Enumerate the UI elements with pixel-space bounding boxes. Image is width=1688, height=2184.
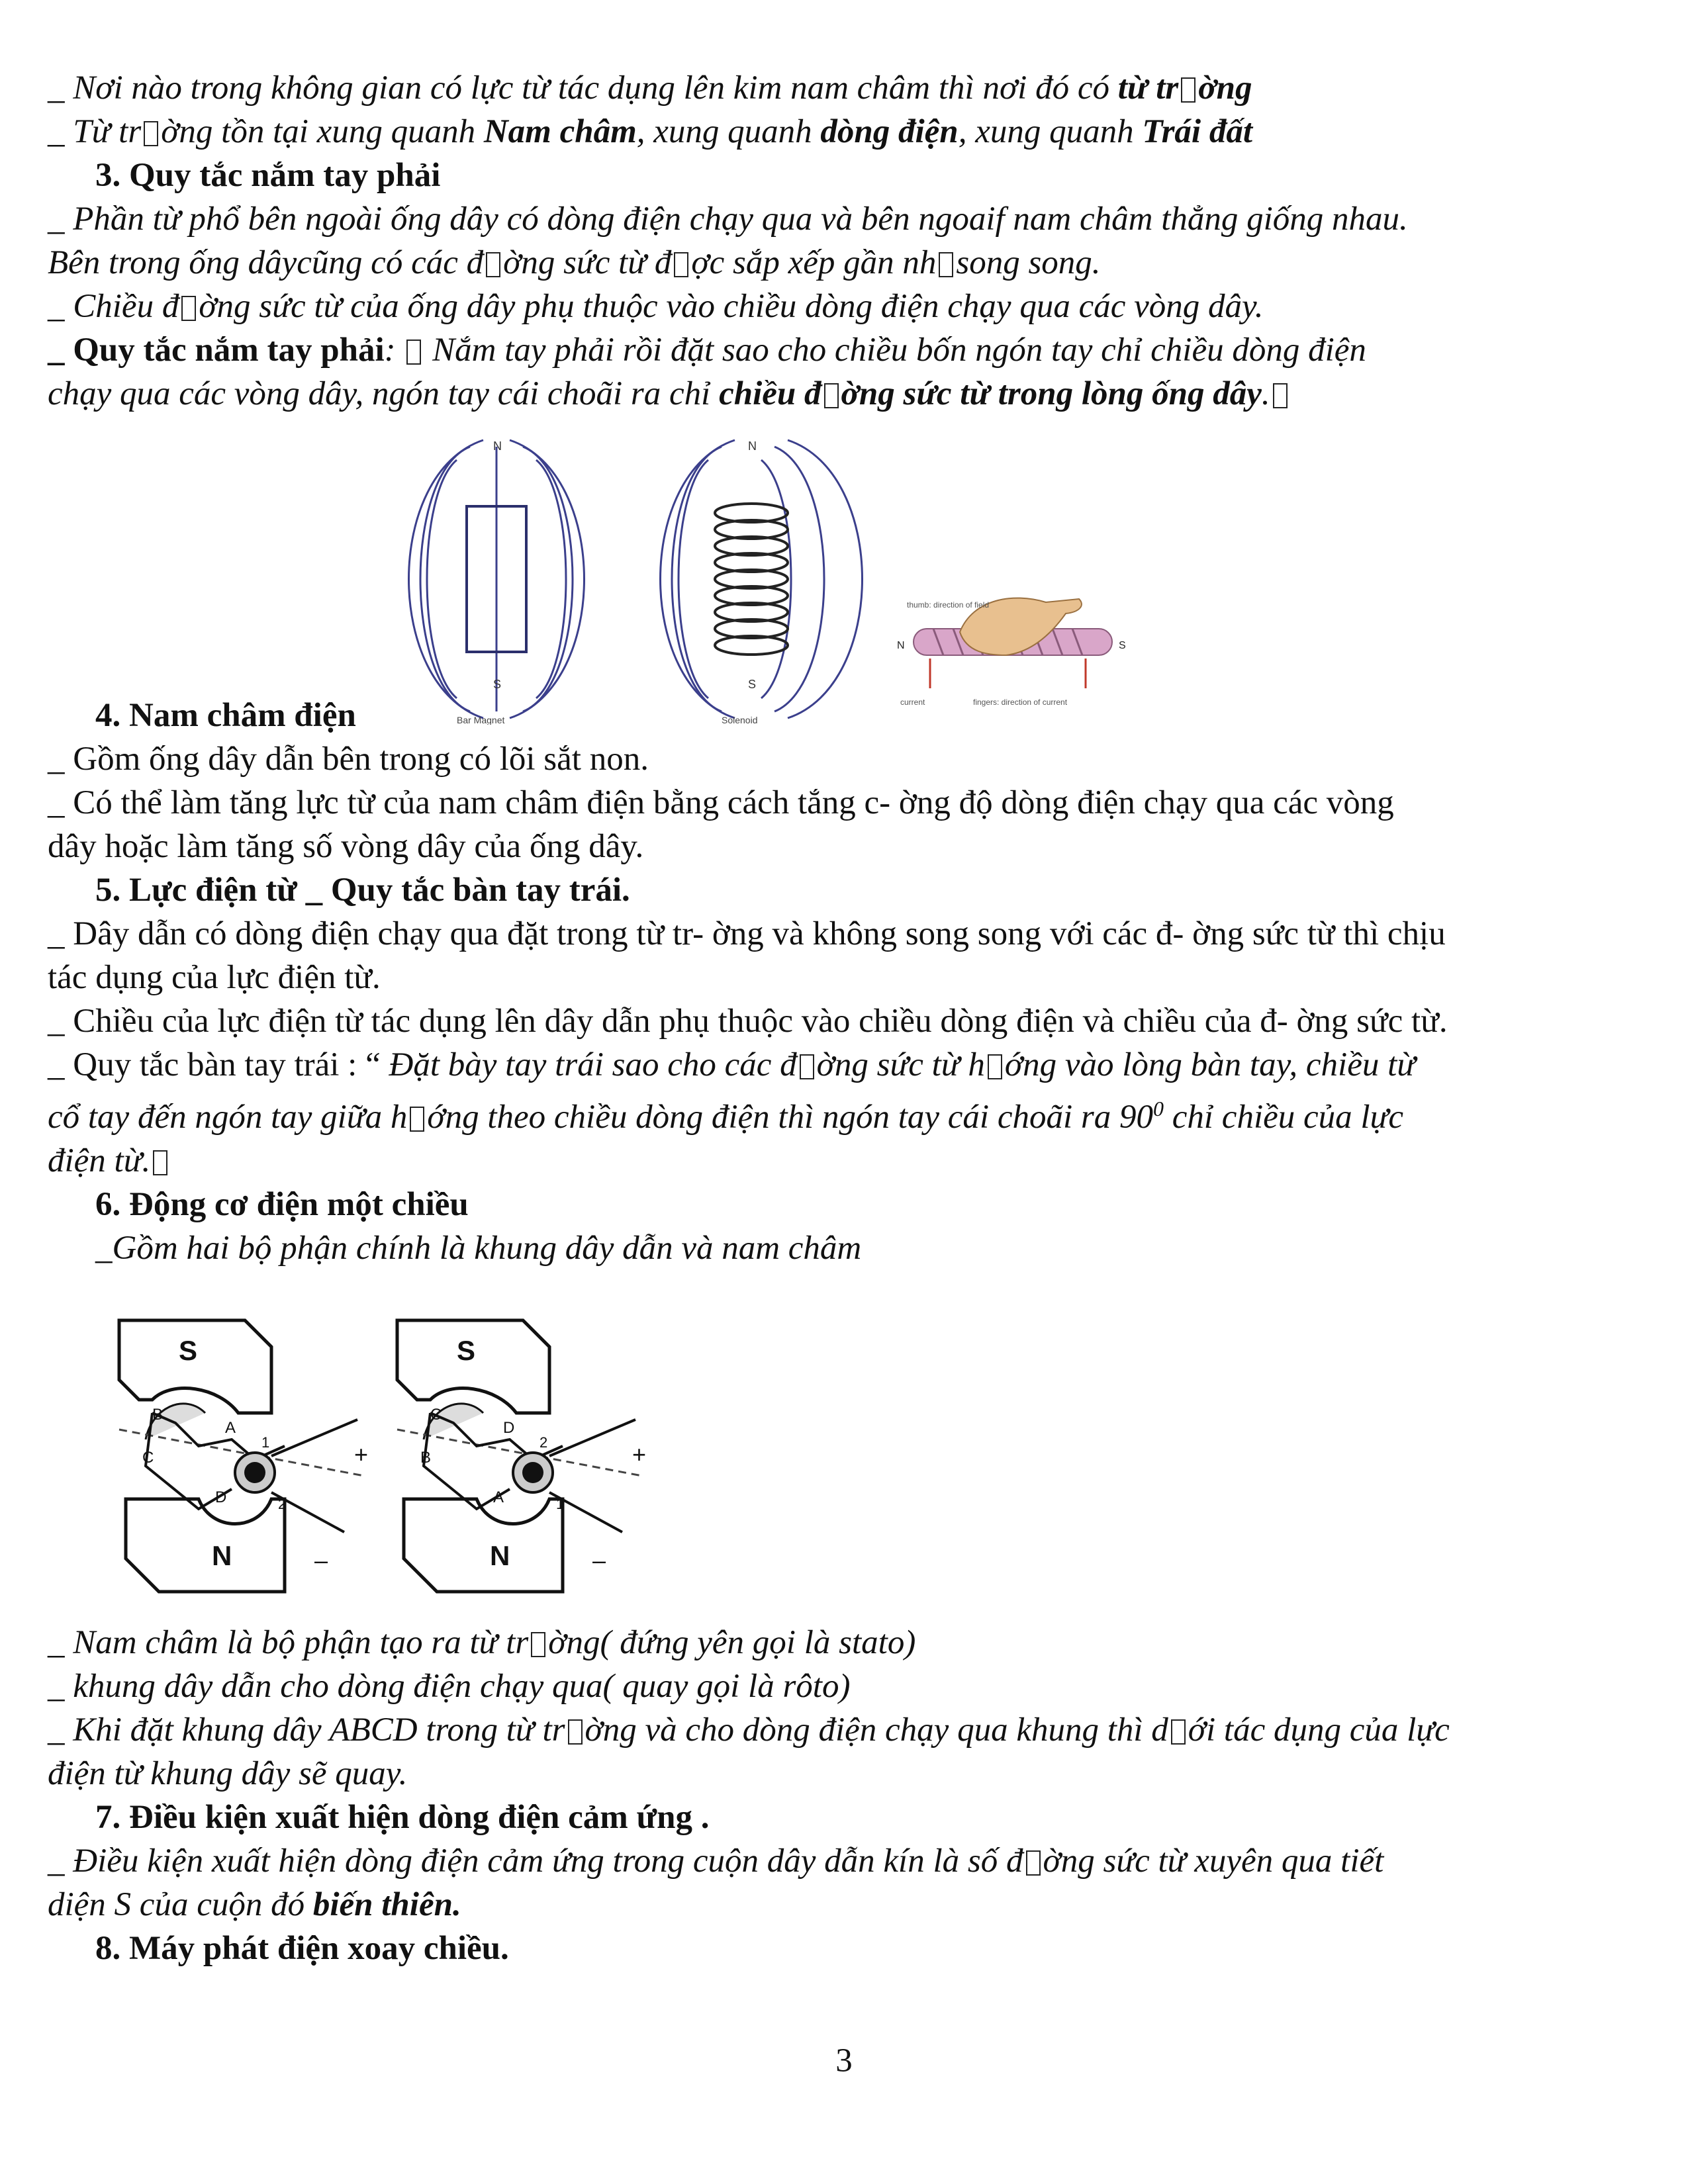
text-line: cổ tay đến ngón tay giữa h ớng theo chiều dòng điện thì ngón tay cái choãi ra $90^0$ chỉ chiều của lực	[48, 1097, 1404, 1136]
svg-text:1: 1	[556, 1496, 565, 1512]
document-page	[48, 66, 1650, 1970]
text-line: _ khung dây dẫn cho dòng điện chạy qua( quay gọi là rôto)	[48, 1668, 851, 1705]
solenoid-coil	[715, 504, 788, 655]
page-number: 3	[835, 2042, 853, 2079]
text-line: _ Chiều đ ờng sức từ của ống dây phụ thuộc vào chiều dòng điện chạy qua các vòng dây.	[48, 288, 1264, 325]
bar-magnet-field-lines	[409, 440, 585, 718]
magnetic-field-figure	[391, 433, 1139, 725]
svg-text:1: 1	[261, 1434, 270, 1451]
svg-text:N: N	[490, 1540, 510, 1571]
text-line: _ Quy tắc bàn tay trái : “ Đặt bày tay trái sao cho các đ ờng sức từ h ớng vào lòng bàn tay, chiều từ	[48, 1046, 1416, 1083]
text-line: _ Nơi nào trong không gian có lực từ tác dụng lên kim nam châm thì nơi đó có từ tr ờng	[48, 69, 1252, 107]
text-line: _ Từ tr ờng tồn tại xung quanh Nam châm, xung quanh dòng điện, xung quanh Trái đất	[48, 113, 1253, 150]
svg-text:N: N	[748, 439, 757, 453]
text-line: _ Chiều của lực điện từ tác dụng lên dây dẫn phụ thuộc vào chiều dòng điện và chiều của đ- ờng sức từ.	[48, 1003, 1448, 1040]
svg-text:+: +	[354, 1441, 369, 1468]
svg-text:N: N	[493, 439, 502, 453]
dc-motor-figure	[113, 1307, 662, 1618]
text-line: _Gồm hai bộ phận chính là khung dây dẫn và nam châm	[95, 1230, 862, 1267]
svg-text:S: S	[457, 1335, 476, 1366]
svg-text:D: D	[503, 1419, 515, 1437]
svg-text:A: A	[225, 1419, 236, 1437]
section-heading: 4. Nam châm điện	[95, 697, 356, 734]
text-line: _ Dây dẫn có dòng điện chạy qua đặt trong từ tr- ờng và không song song với các đ- ờng sức từ thì chịu	[48, 915, 1446, 952]
svg-text:S: S	[493, 678, 502, 691]
section-heading: 3. Quy tắc nắm tay phải	[95, 157, 441, 194]
svg-text:thumb: direction of field: thumb: direction of field	[907, 600, 990, 610]
section-heading: 6. Động cơ điện một chiều	[95, 1186, 469, 1223]
svg-text:S: S	[1119, 640, 1126, 651]
text-line: Bên trong ống dâycũng có các đ ờng sức từ đ ợc sắp xếp gần nh song song.	[48, 244, 1101, 281]
svg-text:Bar Magnet: Bar Magnet	[457, 715, 505, 725]
motor-diagram-2	[397, 1320, 646, 1592]
svg-text:A: A	[493, 1488, 504, 1506]
svg-text:S: S	[179, 1335, 198, 1366]
svg-text:C: C	[142, 1449, 154, 1467]
motor-diagram-1	[119, 1320, 368, 1592]
text-line: diện S của cuộn đó biến thiên.	[48, 1886, 461, 1923]
section-heading: 8. Máy phát điện xoay chiều.	[95, 1930, 509, 1967]
svg-text:2: 2	[539, 1434, 548, 1451]
svg-text:N: N	[897, 640, 905, 651]
text-line: _ Phần từ phổ bên ngoài ống dây có dòng điện chạy qua và bên ngoaif nam châm thẳng giống nhau.	[48, 201, 1408, 238]
section-heading: 5. Lực điện từ _ Quy tắc bàn tay trái.	[95, 872, 630, 909]
text-line: _ Nam châm là bộ phận tạo ra từ tr ờng( đứng yên gọi là stato)	[48, 1624, 916, 1661]
svg-text:2: 2	[278, 1496, 287, 1512]
text-line: _ Khi đặt khung dây ABCD trong từ tr ờng và cho dòng điện chạy qua khung thì d ới tác dụng của lực	[48, 1711, 1450, 1749]
text-line: điện từ.	[48, 1139, 1650, 1183]
text-line: _ Gồm ống dây dẫn bên trong có lõi sắt non.	[48, 741, 649, 778]
svg-text:current: current	[900, 698, 925, 707]
text-line: chạy qua các vòng dây, ngón tay cái choãi ra chỉ chiều đ ờng sức từ trong lòng ống dây.	[48, 372, 1650, 416]
solenoid-field-lines	[661, 440, 863, 718]
svg-text:+: +	[632, 1441, 647, 1468]
text-line: tác dụng của lực điện từ.	[48, 959, 381, 996]
missing-glyph-box	[144, 121, 158, 146]
svg-text:C: C	[430, 1406, 442, 1424]
text-line: dây hoặc làm tăng số vòng dây của ống dây.	[48, 828, 644, 865]
text-line: điện từ khung dây sẽ quay.	[48, 1755, 408, 1792]
svg-text:fingers: direction of current: fingers: direction of current	[973, 698, 1068, 707]
svg-text:–: –	[592, 1547, 606, 1574]
section-heading: 7. Điều kiện xuất hiện dòng điện cảm ứng .	[95, 1799, 710, 1836]
svg-text:S: S	[748, 678, 757, 691]
text-line: _ Có thể làm tăng lực từ của nam châm điện bằng cách tắng c- ờng độ dòng điện chạy qua các vòng	[48, 784, 1394, 821]
svg-text:B: B	[152, 1406, 164, 1424]
svg-text:D: D	[215, 1488, 227, 1506]
svg-text:Solenoid: Solenoid	[722, 715, 758, 725]
svg-text:–: –	[314, 1547, 328, 1574]
svg-text:B: B	[420, 1449, 432, 1467]
text-line: _ Quy tắc nắm tay phải: Nắm tay phải rồi đặt sao cho chiều bốn ngón tay chỉ chiều dòng điện	[48, 332, 1366, 369]
svg-text:N: N	[212, 1540, 232, 1571]
text-line: _ Điều kiện xuất hiện dòng điện cảm ứng trong cuộn dây dẫn kín là số đ ờng sức từ xuyên qua tiết	[48, 1843, 1384, 1880]
missing-glyph-box	[1181, 77, 1196, 103]
